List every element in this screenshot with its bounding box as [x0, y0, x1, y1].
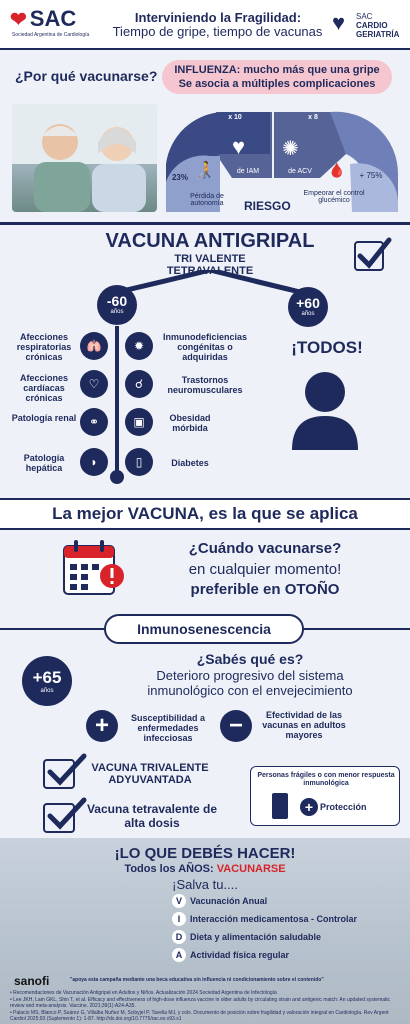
liver-icon: ◗: [80, 448, 108, 476]
letter-a: A: [172, 948, 186, 962]
risk-label: RIESGO: [244, 199, 291, 213]
immunosenescence-pill: Inmunosenescencia: [104, 614, 304, 644]
risk-stat-1: 23%: [171, 173, 188, 182]
save-your: ¡Salva tu....: [172, 877, 238, 892]
age-over-60: +60 años: [288, 287, 328, 327]
sac-logo-text: SAC: [29, 6, 77, 31]
plus-icon: +: [86, 710, 118, 742]
logo-line-3: GERIATRÍA: [356, 30, 400, 39]
condition-cardiac: Afecciones cardíacas crónicas: [19, 373, 69, 403]
sanofi-logo: sanofi: [14, 974, 50, 988]
vaccine-trivalent-adjuvanted: VACUNA TRIVALENTE ADYUVANTADA: [91, 762, 209, 786]
check-box-icon: [352, 234, 392, 274]
age-over-65: +65 años: [22, 656, 72, 706]
effectiveness-text: Efectividad de las vacunas en adultos mayores: [262, 710, 346, 740]
letter-i: I: [172, 912, 186, 926]
heart-icon: ❤: [10, 9, 27, 31]
heart-icon: ♥: [332, 10, 346, 35]
susceptibility-text: Susceptibilidad a enfermedades infecciosas: [130, 713, 206, 743]
condition-respiratory: Afecciones respiratorias crónicas: [16, 332, 72, 362]
best-vaccine-banner: La mejor VACUNA, es la que se aplica: [0, 498, 410, 530]
todo-title: ¡LO QUE DEBÉS HACER!: [114, 845, 296, 862]
action-vaccination: Vacunación Anual: [190, 896, 268, 906]
condition-diabetes: Diabetes: [171, 458, 209, 468]
check-box-icon: [42, 796, 88, 836]
glucometer-icon: 🩸: [328, 162, 346, 178]
check-box-icon: [42, 752, 88, 792]
condition-immunodeficiency: Inmunodeficiencias congénitas o adquiridas: [162, 332, 248, 362]
when-autumn: preferible en OTOÑO: [190, 581, 340, 598]
todos-label: ¡TODOS!: [291, 338, 363, 357]
line-end-dot: [110, 470, 124, 484]
vertical-line: [115, 326, 119, 474]
neuro-icon: ☌: [125, 370, 153, 398]
letter-d: D: [172, 930, 186, 944]
logo-line-1: SAC: [356, 12, 373, 21]
elderly-couple-photo: [12, 104, 157, 212]
risk-text-2: de IAM: [236, 168, 260, 175]
lungs-icon: 🫁: [80, 332, 108, 360]
logo-line-2: CARDIO: [356, 21, 388, 30]
condition-neuromuscular: Trastornos neuromusculares: [167, 375, 243, 395]
sac-logo: [10, 6, 76, 32]
sac-logo-subtitle: Sociedad Argentina de Cardiología: [12, 32, 90, 38]
risk-stat-2: x 10: [228, 114, 242, 121]
scale-icon: ▣: [125, 408, 153, 436]
calendar-icon: [62, 538, 126, 598]
minus-icon: −: [220, 710, 252, 742]
immuno-question: ¿Sabés qué es?: [196, 651, 304, 667]
flu-banner-line-2: Se asocia a múltiples complicaciones: [178, 78, 376, 90]
protection-text: Protección: [320, 802, 367, 812]
letter-v: V: [172, 894, 186, 908]
vaccine-tetravalent-high-dose: Vacuna tetravalente de alta dosis: [86, 802, 218, 830]
when-title: ¿Cuándo vacunarse?: [188, 540, 342, 557]
condition-renal: Patología renal: [11, 413, 77, 423]
divider: [0, 222, 410, 225]
sanofi-disclaimer: "apoya esta campaña mediante una beca educativa sin influencia ni condicionamiento sobre el contenido": [70, 977, 324, 983]
reference-1: • Recomendaciones de Vacunación Antigripal en Adultos y Niños. Actualización 2024 Sociedad Argentina de Infectología: [10, 990, 277, 996]
risk-text-1: Pérdida de autonomía: [190, 193, 224, 207]
vaccine-vial-icon: [272, 793, 288, 819]
walker-icon: 🧑‍🦯: [194, 162, 214, 179]
vaccine-tetravalent: TETRAVALENTE: [166, 265, 254, 277]
action-activity: Actividad física regular: [190, 950, 290, 960]
condition-obesity: Obesidad mórbida: [169, 413, 211, 433]
frail-people-text: Personas frágiles o con menor respuesta inmunológica: [257, 772, 395, 787]
vaccine-title: VACUNA ANTIGRIPAL: [105, 230, 315, 252]
action-interaction: Interacción medicamentosa - Controlar: [190, 914, 358, 924]
action-diet: Dieta y alimentación saludable: [190, 932, 322, 942]
condition-hepatic: Patología hepática: [23, 453, 65, 473]
heartbeat-icon: ♡: [80, 370, 108, 398]
cardiogeriatria-logo: [332, 8, 402, 42]
virus-icon: ✹: [125, 332, 153, 360]
when-anytime: en cualquier momento!: [188, 561, 342, 578]
person-icon: [290, 370, 360, 450]
immuno-definition-2: inmunológico con el envejecimiento: [147, 683, 353, 698]
page-title: Interviniendo la Fragilidad:: [134, 10, 302, 25]
flu-banner-line-1: INFLUENZA: mucho más que una gripe: [174, 64, 380, 76]
heart-organ-icon: ♥: [232, 134, 246, 159]
risk-text-4: Empeorar el control glucémico: [303, 190, 365, 204]
immuno-definition-1: Deterioro progresivo del sistema: [156, 668, 344, 683]
risk-text-3: de ACV: [288, 168, 312, 175]
why-question: ¿Por qué vacunarse?: [15, 68, 158, 84]
vaccine-trivalent: TRI VALENTE: [174, 253, 246, 265]
glucometer-icon: ▯: [125, 448, 153, 476]
plus-icon: +: [300, 798, 318, 816]
todo-yearly: Todos los AÑOS: VACUNARSE: [124, 863, 286, 875]
risk-stat-3: x 8: [308, 114, 318, 121]
brain-icon: ✺: [282, 138, 299, 160]
page-subtitle: Tiempo de gripe, tiempo de vacunas: [112, 24, 323, 39]
age-under-60: -60 años: [97, 285, 137, 325]
risk-stat-4: + 75%: [359, 171, 383, 180]
reference-2: • Lee JKH, Lam GKL, Shin T, et al. Efficacy and effectiveness of high-dose influenza vaccine in older adults by circulating strain and antigenic match: An updated systematic review and meta-analysis. Vaccine. 2021;39(1):A24-A35.: [10, 997, 391, 1009]
reference-3: • Palacio MS, Blanco P, Suárez G, Villalba Nuñez M, Scibyjel P, Tavella MJ, y cols. Documento de posición sobre fragilidad y valoración integral en Cardiología. Rev Argent Cardiol 2025;93 (Suplemento 1): 1-87. http://dx.doi.org/10.7775/rac.es.v93.s1: [10, 1010, 389, 1022]
kidney-icon: ⚭: [80, 408, 108, 436]
